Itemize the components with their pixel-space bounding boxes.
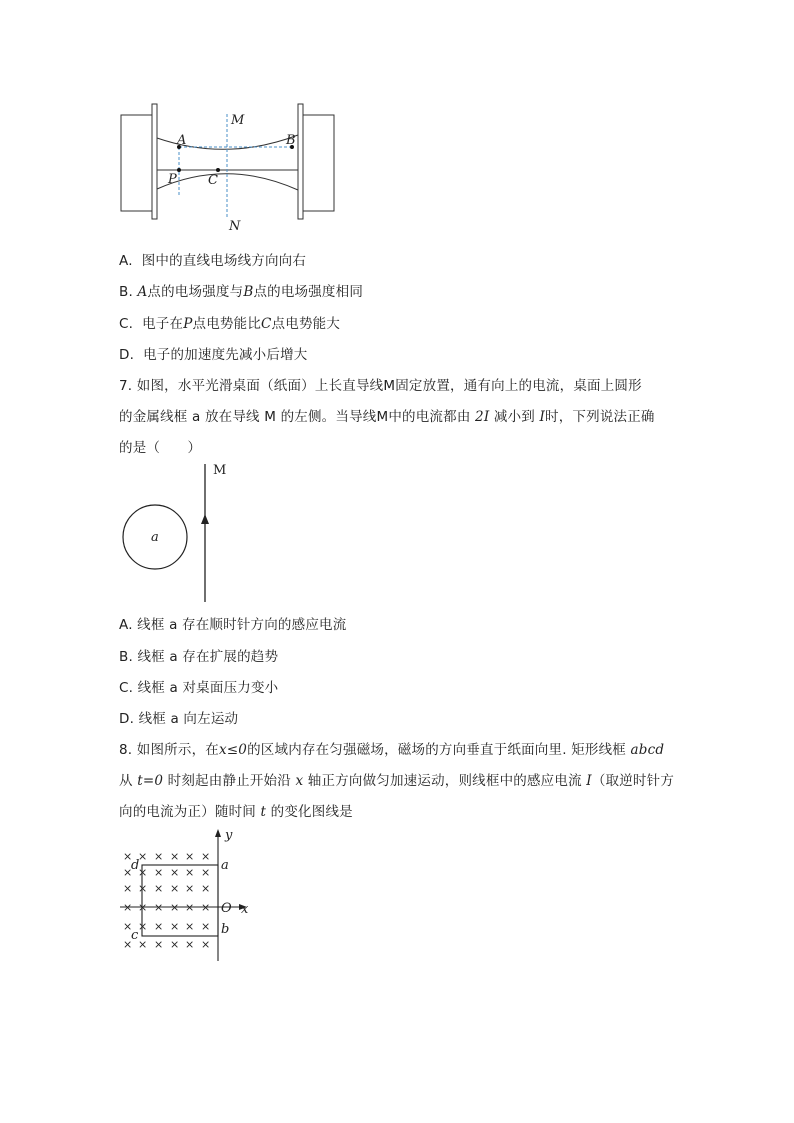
field-cross: × xyxy=(138,882,148,895)
electrode-field-figure xyxy=(110,100,350,235)
label-wire-M: M xyxy=(213,463,227,478)
label-M: M xyxy=(231,113,245,128)
q7-stem-line1: 7. 如图，水平光滑桌面（纸面）上长直导线M固定放置，通有向上的电流，桌面上圆形 xyxy=(119,378,642,394)
field-cross: × xyxy=(185,938,195,951)
field-cross: × xyxy=(170,938,180,951)
field-cross: × xyxy=(123,882,133,895)
label-d: d xyxy=(131,858,140,873)
label-C: C xyxy=(208,173,218,188)
label-B: B xyxy=(286,133,296,148)
field-cross: × xyxy=(154,850,164,863)
q6-option-a: A. 图中的直线电场线方向向右 xyxy=(119,253,307,269)
field-cross: × xyxy=(154,938,164,951)
field-cross: × xyxy=(123,850,133,863)
field-cross: × xyxy=(185,901,195,914)
label-a: a xyxy=(221,858,229,873)
q8-stem-line2: 从 t=0 时刻起由静止开始沿 x 轴正方向做匀加速运动，则线框中的感应电流 I（取逆时针方 xyxy=(119,773,675,789)
field-cross: × xyxy=(138,850,148,863)
field-cross: × xyxy=(123,938,133,951)
label-loop-a: a xyxy=(151,530,159,545)
field-cross: × xyxy=(201,938,211,951)
q8-stem-line3: 向的电流为正）随时间 t 的变化图线是 xyxy=(119,804,353,820)
field-cross: × xyxy=(185,866,195,879)
field-cross: × xyxy=(201,882,211,895)
q6-option-c: C. 电子在P点电势能比C点电势能大 xyxy=(119,316,341,332)
label-x: x xyxy=(241,902,249,917)
label-O: O xyxy=(221,901,232,916)
label-y: y xyxy=(225,828,233,843)
q7-option-b: B. 线框 a 存在扩展的趋势 xyxy=(119,649,279,665)
field-cross: × xyxy=(185,850,195,863)
field-cross: × xyxy=(138,938,148,951)
wire-loop-figure xyxy=(115,458,245,606)
field-cross: × xyxy=(185,920,195,933)
field-cross: × xyxy=(170,920,180,933)
field-cross: × xyxy=(138,901,148,914)
field-cross: × xyxy=(138,920,148,933)
field-cross: × xyxy=(201,920,211,933)
field-cross: × xyxy=(123,901,133,914)
field-cross: × xyxy=(185,882,195,895)
label-c: c xyxy=(131,928,139,943)
field-cross: × xyxy=(201,901,211,914)
q8-stem-line1: 8. 如图所示，在x≤0的区域内存在匀强磁场，磁场的方向垂直于纸面向里. 矩形线框 abcd xyxy=(119,742,665,758)
field-cross: × xyxy=(154,882,164,895)
q6-option-d: D. 电子的加速度先减小后增大 xyxy=(119,347,308,363)
label-A: A xyxy=(177,133,187,148)
field-cross: × xyxy=(170,901,180,914)
field-cross: × xyxy=(138,866,148,879)
q7-stem-line2: 的金属线框 a 放在导线 M 的左侧。当导线M中的电流都由 2I 减小到 I时，下列说法正确 xyxy=(119,409,655,425)
q7-option-c: C. 线框 a 对桌面压力变小 xyxy=(119,680,279,696)
field-cross: × xyxy=(170,866,180,879)
q7-stem-line3: 的是（ ） xyxy=(119,440,202,456)
field-cross: × xyxy=(170,850,180,863)
field-cross: × xyxy=(201,850,211,863)
q7-option-d: D. 线框 a 向左运动 xyxy=(119,711,239,727)
magnetic-field-figure xyxy=(115,825,260,970)
label-P: P xyxy=(168,172,177,187)
label-N: N xyxy=(229,219,241,234)
field-cross: × xyxy=(170,882,180,895)
field-cross: × xyxy=(123,866,133,879)
label-b: b xyxy=(221,922,230,937)
q6-option-b: B. A点的电场强度与B点的电场强度相同 xyxy=(119,284,364,300)
field-cross: × xyxy=(154,866,164,879)
field-cross: × xyxy=(154,920,164,933)
q7-option-a: A. 线框 a 存在顺时针方向的感应电流 xyxy=(119,617,347,633)
field-cross: × xyxy=(123,920,133,933)
field-cross: × xyxy=(201,866,211,879)
field-cross: × xyxy=(154,901,164,914)
